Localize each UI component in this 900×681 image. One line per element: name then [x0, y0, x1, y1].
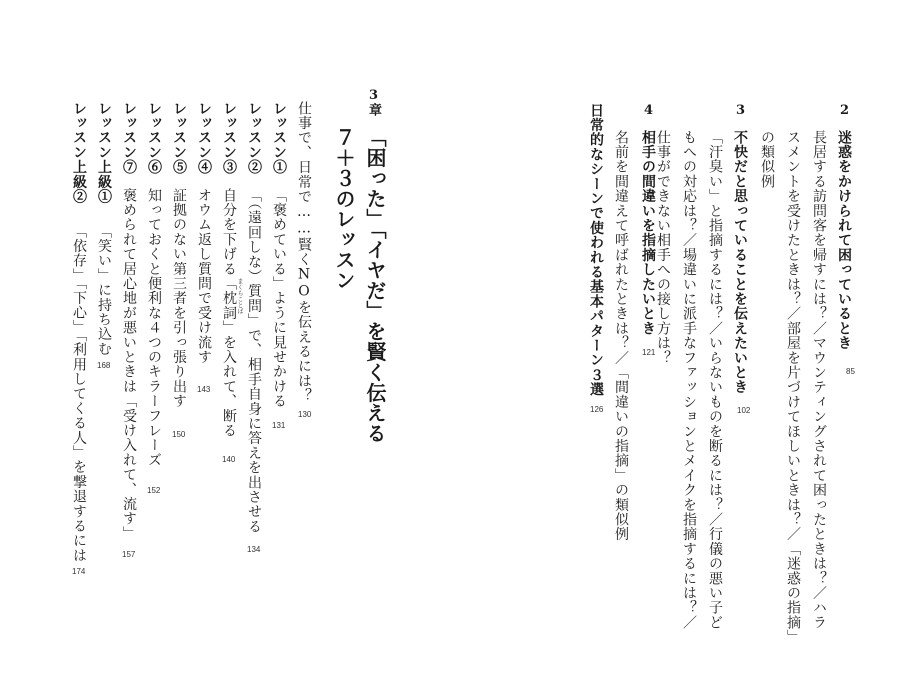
page-number: 130	[298, 410, 312, 419]
lesson-label: レッスン上級②	[71, 101, 87, 204]
chapter-title: ７＋３のレッスン	[332, 127, 356, 291]
lesson-label: レッスン⑥	[146, 101, 162, 175]
lesson-label: レッスン③	[221, 101, 237, 175]
section-line: 「汗臭い」と指摘するには？／いらないものを断るには？／行儀の悪い子ど	[707, 130, 723, 630]
page-number: 102	[737, 406, 751, 415]
section-line: スメントを受けたときは？／部屋を片づけてほしいときは？／「迷惑の指摘」	[785, 130, 801, 645]
lesson-title: 自分を下げる「枕詞」を入れて、断る	[221, 188, 237, 438]
page-number: 152	[147, 486, 161, 495]
page-number: 140	[222, 455, 236, 464]
page-number: 126	[590, 405, 604, 414]
section-number: 2	[837, 103, 852, 119]
lesson-title: 「笑い」に持ち込む	[96, 224, 112, 357]
lesson-title: 褒められて居心地が悪いときは「受け入れて、流す」	[121, 188, 137, 541]
lesson-label: レッスン④	[196, 101, 212, 175]
section-title: 不快だと思っていることを伝えたいとき	[732, 130, 748, 395]
lesson-label: レッスン②	[246, 101, 262, 175]
chapter-title: 「困った」「イヤだ」を賢く伝える	[363, 127, 387, 444]
page-number: 174	[72, 567, 86, 576]
lesson-title: オウム返し質問で受け流す	[196, 188, 212, 365]
lesson-title: 「褒めている」ように見せかける	[271, 188, 287, 409]
page-number: 121	[642, 348, 656, 357]
section-line: 仕事ができない相手への接し方は？	[655, 130, 671, 366]
section-title: 相手の間違いを指摘したいとき	[640, 130, 656, 336]
lesson-label: レッスン①	[271, 101, 287, 175]
section-line: 名前を間違えて呼ばれたときは？／「間違いの指摘」の類似例	[613, 130, 629, 542]
section-number: 4	[641, 103, 656, 119]
lesson-title: 証拠のない第三者を引っ張り出す	[171, 188, 187, 409]
section-title: 日常的なシーンで使われる基本パターン３選	[588, 103, 604, 397]
lesson-title: 知っておくと便利な４つのキラーフレーズ	[146, 188, 162, 468]
page-number: 157	[122, 550, 136, 559]
page-number: 150	[172, 430, 186, 439]
page-number: 134	[247, 545, 261, 554]
lesson-title: 「（遠回しな）質問」で、相手自身に答えを出させる	[246, 188, 262, 534]
chapter-number: 3	[366, 88, 381, 103]
chapter-intro: 仕事で、日常で……賢くNOを伝えるには？	[296, 101, 312, 403]
section-line: の類似例	[759, 130, 775, 189]
page-number: 168	[97, 361, 111, 370]
lesson-label: レッスン⑦	[121, 101, 137, 175]
lesson-title: 「依存」「下心」「利用してくる人」を撃退するには	[71, 224, 87, 563]
chapter-label: 章	[366, 103, 381, 116]
section-line: もへの対応は？／場違いに派手なファッションとメイクを指摘するには？／	[681, 130, 697, 630]
section-number: 3	[733, 103, 748, 119]
lesson-label: レッスン上級①	[96, 101, 112, 204]
page-number: 131	[272, 421, 286, 430]
page-number: 85	[846, 367, 855, 376]
ruby-annotation: まくらことば	[236, 278, 243, 314]
lesson-label: レッスン⑤	[171, 101, 187, 175]
page-number: 143	[197, 385, 211, 394]
section-title: 迷惑をかけられて困っているとき	[836, 130, 852, 351]
section-line: 長居する訪問客を帰すには？／マウンティングされて困ったときは？／ハラ	[811, 130, 827, 630]
